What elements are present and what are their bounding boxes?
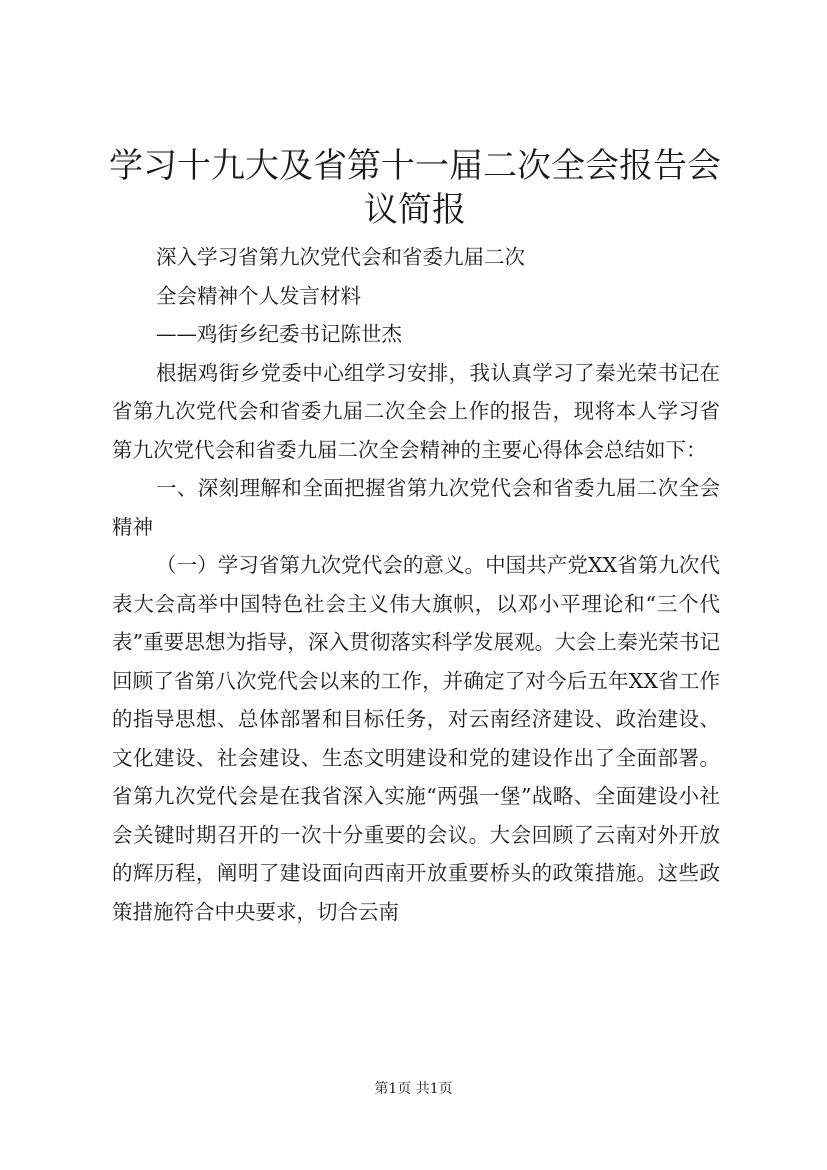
header-lines xyxy=(112,238,720,354)
document-title: 学习十九大及省第十一届二次全会报告会议简报 xyxy=(109,146,721,230)
intro-paragraph: 根据鸡街乡党委中心组学习安排，我认真学习了秦光荣书记在省第九次党代会和省委九届二次全会上作的报告，现将本人学习省第九次党代会和省委九届二次全会精神的主要心得体会总结如下： xyxy=(112,360,720,462)
page-footer: 第1页 共1页 xyxy=(374,1081,453,1097)
section-paragraph-1-1: （一）学习省第九次党代会的意义。中国共产党XX省第九次代表大会高举中国特色社会主义伟大旗帜，以邓小平理论和“三个代表”重要思想为指导，深入贯彻落实科学发展观。大会上秦光荣书记回顾了省第八次党代会以来的工作，并确定了对今后五年XX省工作的指导思想、总体部署和目标任务，对云南经济建设、政治建设、文化建设、社会建设、生态文明建设和党的建设作出了全面部署。省第九次党代会是在我省深入实施“两强一堡”战略、全面建设小社会关键时期召开的一次十分重要的会议。大会回顾了云南对外开放的辉历程，阐明了建设面向西南开放重要桥头的政策措施。这些政策措施符合中央要求，切合云南 xyxy=(112,553,720,924)
subtitle-line-2: 全会精神个人发言材料 xyxy=(156,283,361,308)
author-line: ——鸡街乡纪委书记陈世杰 xyxy=(156,322,402,346)
section-heading-1: 一、深刻理解和全面把握省第九次党代会和省委九届二次全会精神 xyxy=(112,476,720,539)
subtitle-line-1: 深入学习省第九次党代会和省委九届二次 xyxy=(156,245,525,269)
document-body xyxy=(112,238,720,931)
